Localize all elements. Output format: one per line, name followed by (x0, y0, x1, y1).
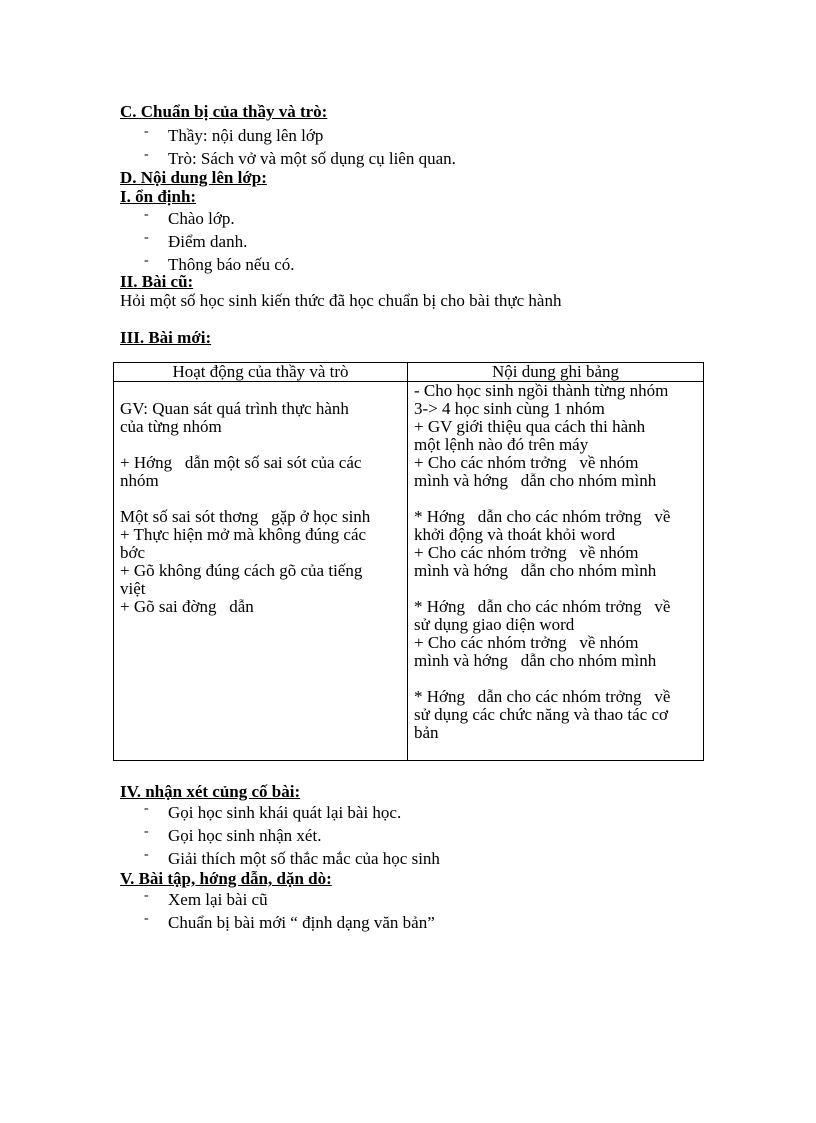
content-line: + Cho các nhóm trởng về nhóm (414, 543, 639, 562)
activity-line: của từng nhóm (120, 417, 222, 436)
content-line: - Cho học sinh ngồi thành từng nhóm (414, 381, 669, 400)
section-c-list (0, 124, 456, 170)
content-line: sử dụng giao diện word (414, 615, 575, 634)
list-item: - Điểm danh. (0, 230, 295, 253)
content-line: + Cho các nhóm trởng về nhóm (414, 633, 639, 652)
activity-line: GV: Quan sát quá trình thực hành (120, 399, 349, 418)
section-d-heading: D. Nội dung lên lớp: (120, 168, 267, 187)
activity-line: + Gõ không đúng cách gõ của tiếng (120, 561, 363, 580)
dash-bullet: - (144, 847, 149, 862)
list-item: - Giải thích một số thắc mắc của học sinh (0, 847, 440, 870)
activity-line: bớc (120, 543, 146, 562)
section-4-list (0, 801, 440, 870)
content-line: * Hớng dẫn cho các nhóm trởng về (414, 507, 671, 526)
table-header-left: Hoạt động của thầy và trò (114, 363, 408, 382)
section-5-heading: V. Bài tập, hớng dẫn, dặn dò: (120, 869, 332, 888)
dash-bullet: - (144, 230, 149, 245)
list-item: - Gọi học sinh nhận xét. (0, 824, 440, 847)
activity-line: + Hớng dẫn một số sai sót của các (120, 453, 362, 472)
dash-bullet: - (144, 888, 149, 903)
table-header-row (114, 363, 704, 382)
activity-line: việt (120, 579, 146, 598)
section-3-heading: III. Bài mới: (120, 328, 212, 347)
activity-line: nhóm (120, 471, 159, 490)
list-item: - Xem lại bài cũ (0, 888, 435, 911)
list-item: - Chào lớp. (0, 207, 295, 230)
list-item: - Gọi học sinh khái quát lại bài học. (0, 801, 440, 824)
content-line: mình và hớng dẫn cho nhóm mình (414, 561, 657, 580)
list-item: - Trò: Sách vở và một số dụng cụ liên quan. (0, 147, 456, 170)
table-cell-activities (114, 382, 408, 761)
list-item: - Thầy: nội dung lên lớp (0, 124, 456, 147)
content-line: khởi động và thoát khỏi word (414, 525, 616, 544)
content-line: * Hớng dẫn cho các nhóm trởng về (414, 687, 671, 706)
content-line: + GV giới thiệu qua cách thi hành (414, 417, 646, 436)
section-1-list (0, 207, 295, 276)
content-line: một lệnh nào đó trên máy (414, 435, 589, 454)
lesson-table (113, 362, 704, 761)
dash-bullet: - (144, 147, 149, 162)
dash-bullet: - (144, 801, 149, 816)
activity-line: + Thực hiện mở mà không đúng các (120, 525, 367, 544)
section-4-heading: IV. nhận xét củng cố bài: (120, 782, 301, 801)
section-2-heading: II. Bài cũ: (120, 272, 194, 291)
section-2-text: Hỏi một số học sinh kiến thức đã học chuẩn bị cho bài thực hành (120, 291, 562, 310)
activity-line: Một số sai sót thơng gặp ở học sinh (120, 507, 371, 526)
table-row (114, 382, 704, 761)
content-line: mình và hớng dẫn cho nhóm mình (414, 471, 657, 490)
content-line: bản (414, 723, 439, 742)
content-line: sử dụng các chức năng và thao tác cơ (414, 705, 668, 724)
list-item: - Chuẩn bị bài mới “ định dạng văn bản” (0, 911, 435, 934)
table-header-right: Nội dung ghi bảng (408, 363, 704, 382)
dash-bullet: - (144, 253, 149, 268)
dash-bullet: - (144, 824, 149, 839)
section-1-heading: I. ổn định: (120, 187, 197, 206)
content-line: * Hớng dẫn cho các nhóm trởng về (414, 597, 671, 616)
dash-bullet: - (144, 124, 149, 139)
content-line: mình và hớng dẫn cho nhóm mình (414, 651, 657, 670)
section-5-list (0, 888, 435, 934)
table-cell-content (408, 382, 704, 761)
activity-line: + Gõ sai đờng dẫn (120, 597, 254, 616)
section-c-heading: C. Chuẩn bị của thầy và trò: (120, 102, 328, 121)
dash-bullet: - (144, 207, 149, 222)
content-line: + Cho các nhóm trởng về nhóm (414, 453, 639, 472)
content-line: 3-> 4 học sinh cùng 1 nhóm (414, 399, 605, 418)
dash-bullet: - (144, 911, 149, 926)
list-item: - Thông báo nếu có. (0, 253, 295, 276)
